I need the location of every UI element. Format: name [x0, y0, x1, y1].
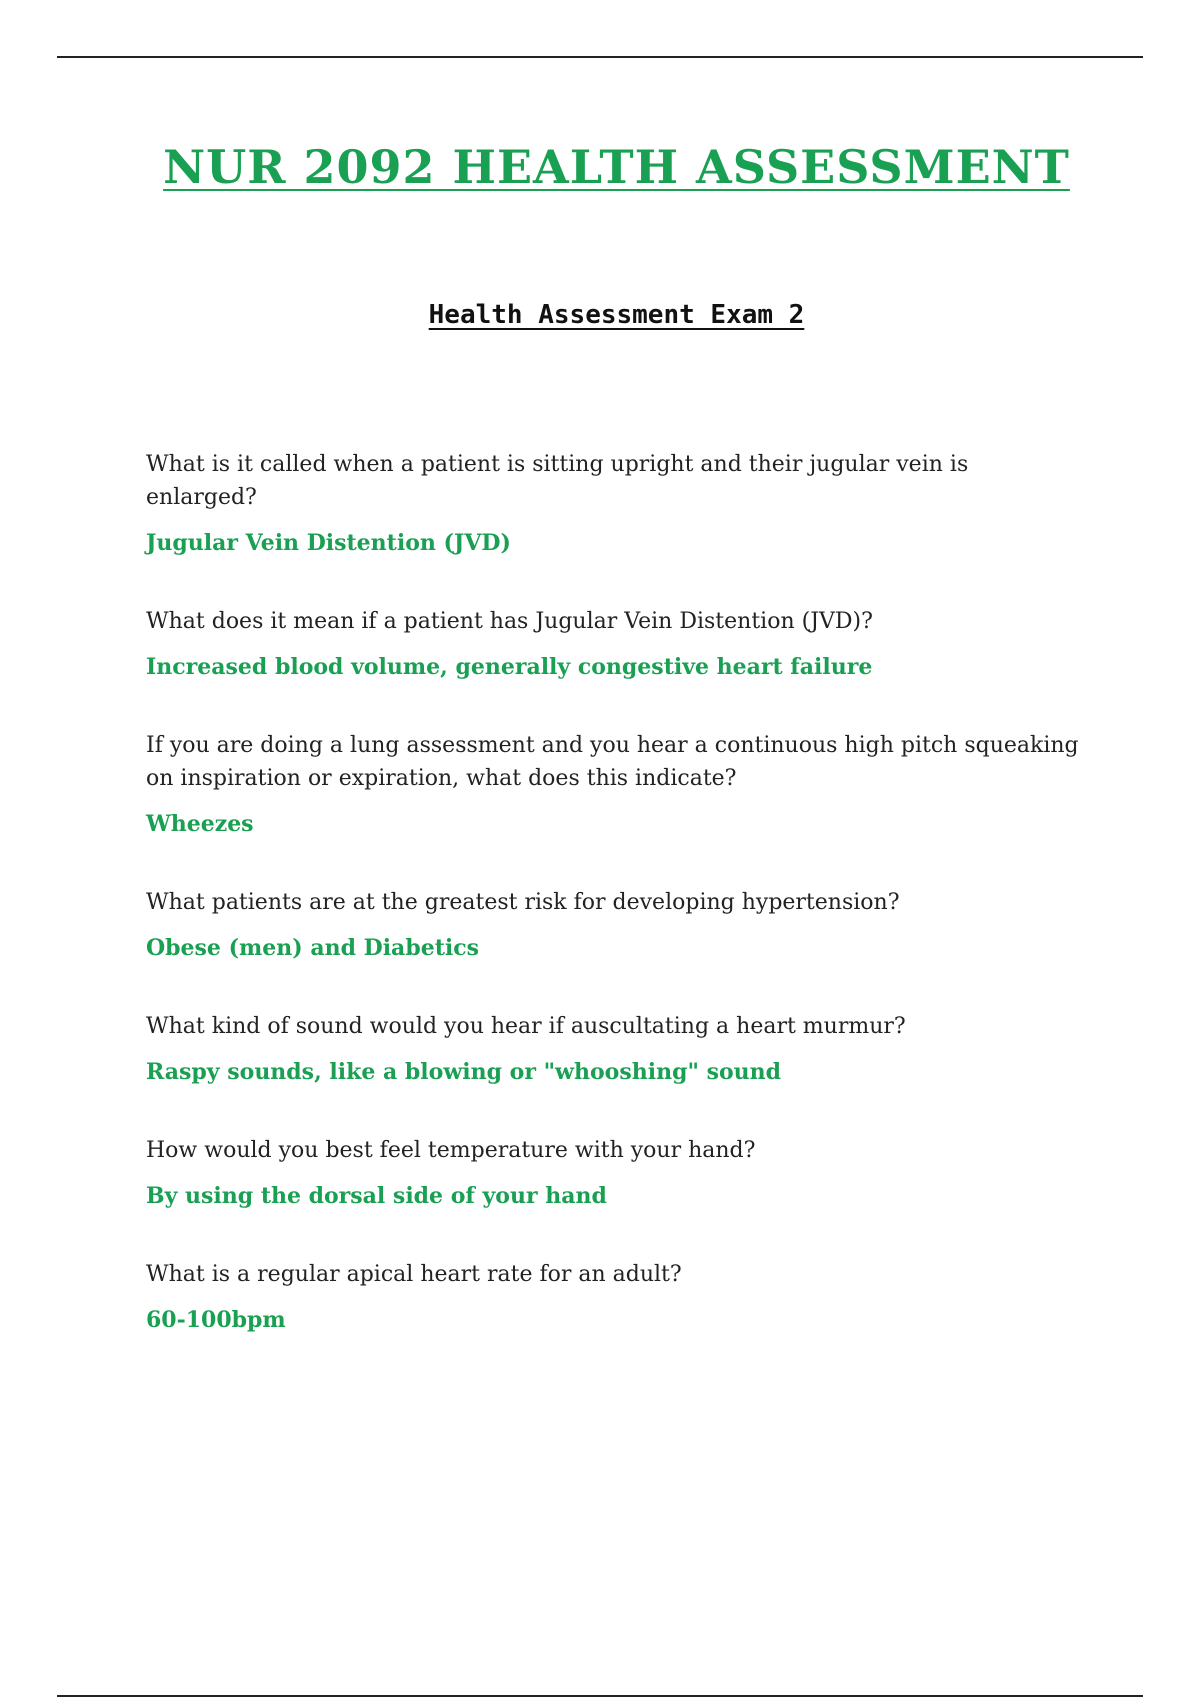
question-text: What kind of sound would you hear if auscultating a heart murmur?	[146, 1014, 906, 1039]
document-title: NUR 2092 HEALTH ASSESSMENT	[163, 140, 1070, 194]
answer-text: 60-100bpm	[146, 1307, 286, 1333]
question-text: If you are doing a lung assessment and you hear a continuous high pitch squeaking on inspiration or expiration, what does this indicate?	[146, 733, 1079, 791]
answer-text: Obese (men) and Diabetics	[146, 935, 479, 961]
answer-text: Increased blood volume, generally congestive heart failure	[146, 654, 873, 680]
qa-item	[146, 886, 1081, 963]
answer-text: By using the dorsal side of your hand	[146, 1183, 607, 1209]
qa-item	[146, 1258, 1081, 1335]
bottom-rule	[57, 1695, 1143, 1697]
answer-text: Raspy sounds, like a blowing or "whooshing" sound	[146, 1059, 782, 1085]
qa-list	[146, 448, 1081, 1382]
top-rule	[57, 56, 1143, 58]
question-text: How would you best feel temperature with your hand?	[146, 1138, 756, 1163]
question-text: What patients are at the greatest risk for developing hypertension?	[146, 890, 900, 915]
answer-text: Wheezes	[146, 811, 254, 837]
qa-item	[146, 729, 1081, 839]
answer-text: Jugular Vein Distention (JVD)	[146, 530, 511, 556]
question-text: What is it called when a patient is sitting upright and their jugular vein is enlarged?	[146, 452, 969, 510]
question-text: What does it mean if a patient has Jugular Vein Distention (JVD)?	[146, 609, 873, 634]
qa-item	[146, 1134, 1081, 1211]
qa-item	[146, 448, 1081, 558]
qa-item	[146, 605, 1081, 682]
qa-item	[146, 1010, 1081, 1087]
document-subtitle: Health Assessment Exam 2	[428, 300, 805, 330]
question-text: What is a regular apical heart rate for an adult?	[146, 1262, 682, 1287]
